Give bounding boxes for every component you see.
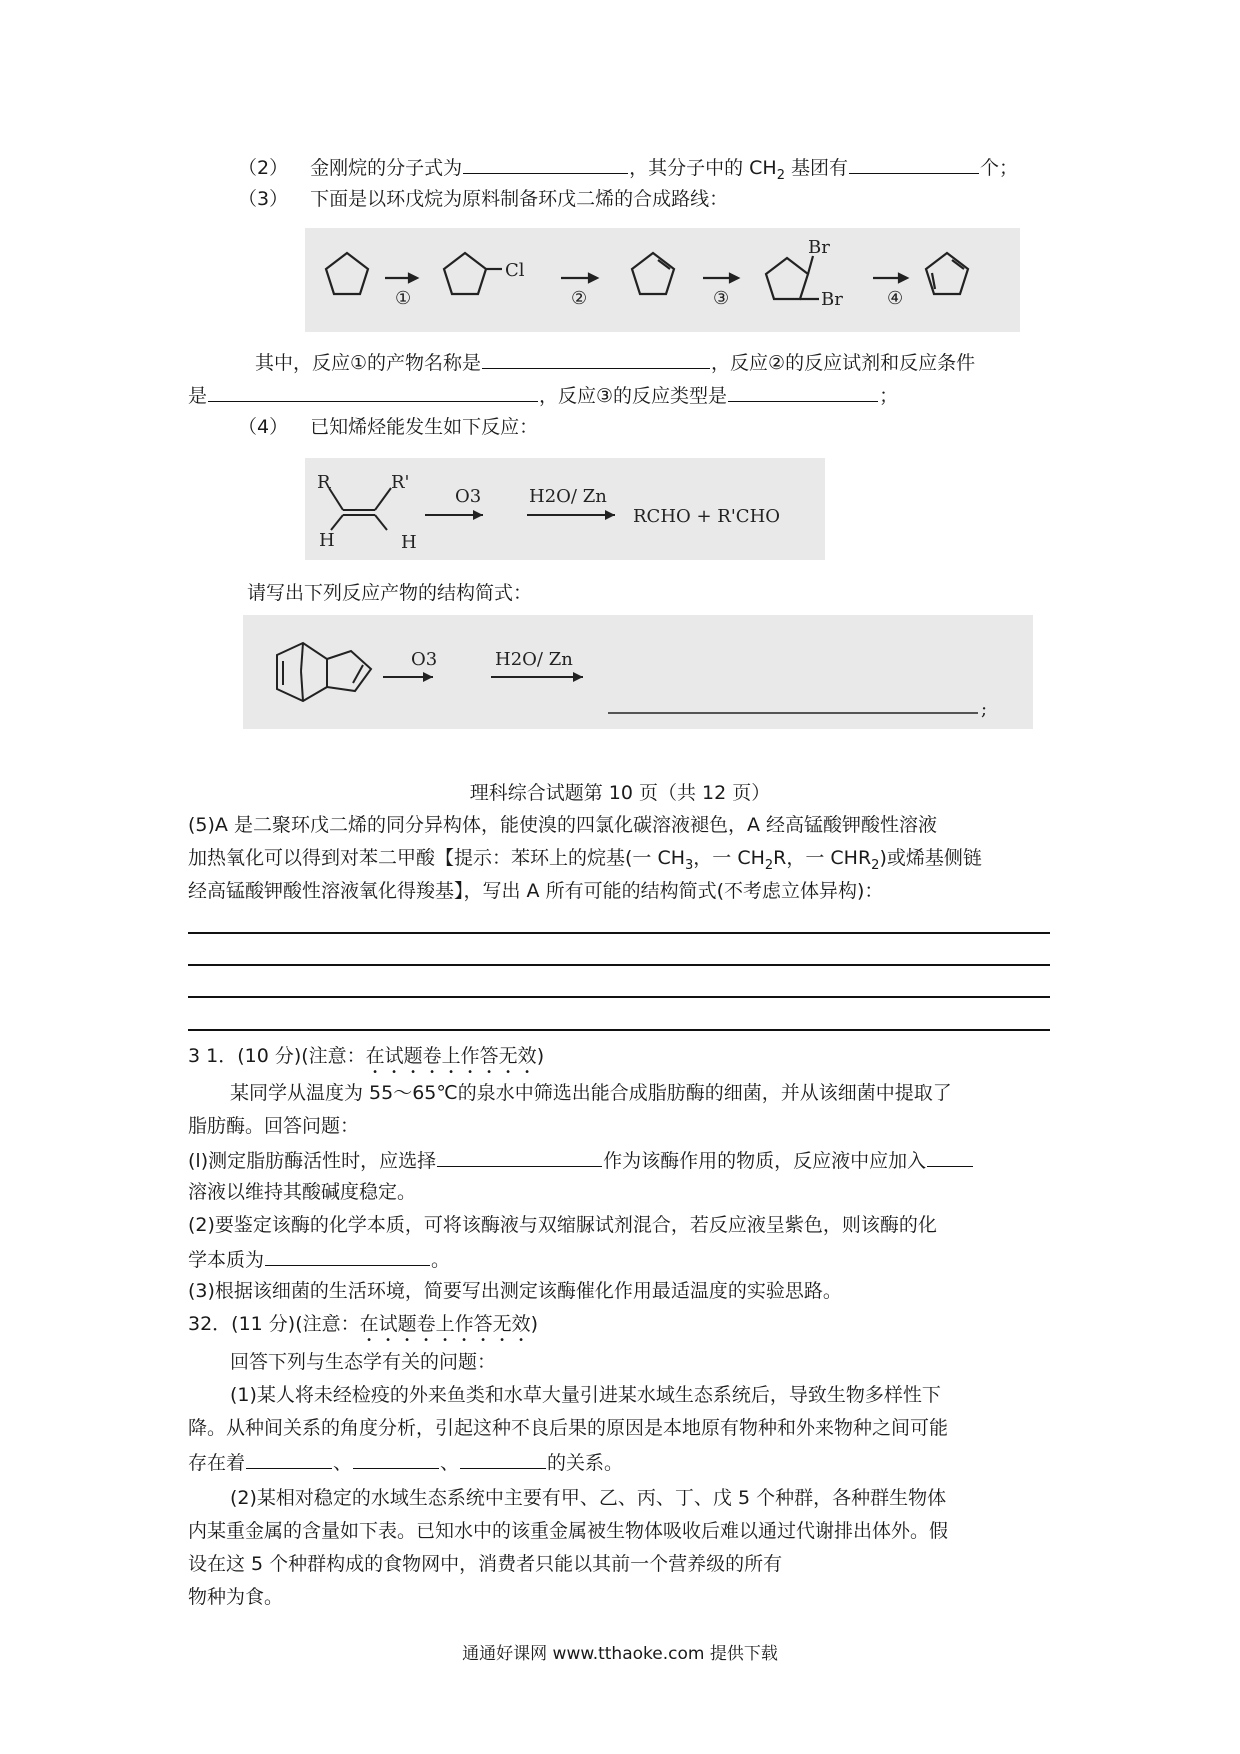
q31-part-1 — [188, 1146, 974, 1174]
q32-header-close: ) — [530, 1313, 539, 1335]
q5-sub-2b: 2 — [871, 857, 880, 873]
br-side-label: Br — [821, 289, 843, 310]
relation-blank-1[interactable] — [246, 1448, 332, 1469]
q31-header-text: 3 1．(10 分)(注意： — [188, 1045, 366, 1067]
q3-text: 下面是以环戊烷为原料制备环戊二烯的合成路线： — [310, 188, 729, 210]
q31-part-1-cont: 溶液以维持其酸碱度稳定。 — [188, 1181, 417, 1203]
q31-header-close: ) — [536, 1045, 545, 1067]
cl-label: Cl — [505, 260, 525, 281]
ozonolysis-figure — [305, 458, 825, 560]
synthesis-route-figure — [305, 228, 1020, 332]
q5-sub-3: 3 — [685, 857, 694, 873]
q5-line-2 — [188, 845, 982, 879]
q2-line — [238, 153, 1018, 189]
q3-line — [238, 186, 728, 212]
h-left-label: H — [319, 530, 335, 551]
chlorocyclopentane-ring — [444, 253, 486, 294]
q2-formula-blank[interactable] — [463, 153, 628, 174]
q32-part-2-c: 设在这 5 个种群构成的食物网中，消费者只能以其前一个营养级的所有 — [188, 1553, 783, 1575]
q3-line2-text-2: ，反应③的反应类型是 — [539, 385, 728, 407]
q32-sep-1: 、 — [333, 1452, 353, 1474]
dicyclopentadiene-ozonolysis-figure — [243, 615, 1033, 729]
q31-header — [188, 1043, 544, 1078]
q5-line2-text-4: )或烯基侧链 — [879, 847, 982, 869]
q32-intro: 回答下列与生态学有关的问题： — [230, 1351, 497, 1373]
q32-part-1-b: 降。从种间关系的角度分析，引起这种不良后果的原因是本地原有物种和外来物种之间可能 — [188, 1417, 949, 1439]
step-1-label: ① — [395, 288, 412, 309]
r-label: R — [317, 472, 331, 493]
o3-label: O3 — [455, 486, 482, 507]
o3-label-2: O3 — [411, 649, 438, 670]
q2-text-2: ，其分子中的 CH — [629, 157, 777, 179]
q4-prompt: 请写出下列反应产物的结构简式： — [247, 582, 533, 604]
h-right-label: H — [401, 532, 417, 553]
q31-part-3: (3)根据该细菌的生活环境，简要写出测定该酶催化作用最适温度的实验思路。 — [188, 1280, 842, 1302]
q4-number: （4） — [238, 416, 289, 438]
q32-part-1-a: (1)某人将未经检疫的外来鱼类和水草大量引进某水域生态系统后，导致生物多样性下 — [230, 1384, 941, 1406]
relation-blank-3[interactable] — [460, 1448, 546, 1469]
q5-line-1: (5)A 是二聚环戊二烯的同分异构体，能使溴的四氯化碳溶液褪色，A 经高锰酸钾酸性溶液 — [188, 814, 937, 836]
q32-part-2-a: (2)某相对稳定的水域生态系统中主要有甲、乙、丙、丁、戊 5 个种群，各种群生物体 — [230, 1487, 947, 1509]
answer-line-3[interactable] — [188, 996, 1050, 998]
q32-sep-2: 、 — [440, 1452, 460, 1474]
product-name-blank[interactable] — [482, 348, 710, 369]
q2-text: 金刚烷的分子式为 — [310, 157, 463, 179]
q5-sub-2a: 2 — [764, 857, 774, 873]
h2o-zn-label: H2O/ Zn — [529, 486, 607, 507]
q32-p1d-text: 的关系。 — [547, 1452, 624, 1474]
download-footer: 通通好课网 www.tthaoke.com 提供下载 — [462, 1644, 778, 1664]
q2-text-4: 个； — [980, 157, 1019, 179]
q31-part-2: (2)要鉴定该酶的化学本质，可将该酶液与双缩脲试剂混合，若反应液呈紫色，则该酶的化 — [188, 1214, 937, 1236]
q32-part-1-c — [188, 1448, 623, 1476]
relation-blank-2[interactable] — [353, 1448, 439, 1469]
step-2-label: ② — [571, 288, 588, 309]
reagent-condition-blank[interactable] — [208, 381, 538, 402]
q32-part-2-b: 内某重金属的含量如下表。已知水中的该重金属被生物体吸收后难以通过代谢排出体外。假 — [188, 1520, 949, 1542]
buffer-blank[interactable] — [927, 1146, 973, 1167]
q31-intro-2: 脂肪酶。回答问题： — [188, 1115, 360, 1137]
q4-line — [238, 414, 538, 440]
q2-subscript: 2 — [776, 167, 785, 183]
q3-line1-text: 其中，反应①的产物名称是 — [255, 352, 482, 374]
q3-line1-text-2: ，反应②的反应试剂和反应条件 — [711, 352, 976, 374]
step-3-label: ③ — [713, 288, 730, 309]
q31-part-2-cont — [188, 1245, 450, 1273]
scheme3-end: ; — [981, 699, 988, 720]
q31-header-emphasis: 在试题卷上作答无效 — [365, 1045, 537, 1067]
q31-p1-text: (l)测定脂肪酶活性时，应选择 — [188, 1150, 437, 1172]
q5-line2-text-2: ，一 CH — [693, 847, 765, 869]
q2-text-3: 基团有 — [784, 157, 849, 179]
q3-number: （3） — [238, 188, 289, 210]
q4-text: 已知烯烃能发生如下反应： — [310, 416, 539, 438]
q32-header — [188, 1311, 538, 1346]
dibromocyclopentane-ring — [766, 258, 808, 299]
page-number-label: 理科综合试题第 10 页（共 12 页） — [469, 782, 771, 804]
q31-intro-1: 某同学从温度为 55～65℃的泉水中筛选出能合成脂肪酶的细菌，并从该细菌中提取了 — [230, 1082, 952, 1104]
products-label: RCHO + R'CHO — [633, 506, 781, 527]
step-4-label: ④ — [887, 288, 904, 309]
q3-answer-line-2 — [188, 381, 898, 409]
br-top-label: Br — [808, 237, 830, 258]
q32-header-emphasis: 在试题卷上作答无效 — [359, 1313, 531, 1335]
q32-header-text: 32．(11 分)(注意： — [188, 1313, 360, 1335]
q32-part-2-d: 物种为食。 — [188, 1586, 284, 1608]
q2-number: （2） — [238, 157, 289, 179]
reaction-type-blank[interactable] — [728, 381, 878, 402]
q5-line-3: 经高锰酸钾酸性溶液氧化得羧基】，写出 A 所有可能的结构简式(不考虑立体异构)： — [188, 880, 884, 902]
q3-answer-line-1 — [255, 348, 975, 376]
q5-line2-text: 加热氧化可以得到对苯二甲酸【提示：苯环上的烷基(一 CH — [188, 847, 686, 869]
q32-p1c-text: 存在着 — [188, 1452, 246, 1474]
q31-p1-text-2: 作为该酶作用的物质，反应液中应加入 — [603, 1150, 927, 1172]
answer-line-4[interactable] — [188, 1029, 1050, 1031]
q31-p2-text: 学本质为 — [188, 1249, 265, 1271]
answer-line-1[interactable] — [188, 932, 1050, 934]
h2o-zn-label-2: H2O/ Zn — [495, 649, 573, 670]
q2-count-blank[interactable] — [849, 153, 979, 174]
q31-p2-end: 。 — [431, 1249, 451, 1271]
substrate-blank[interactable] — [437, 1146, 602, 1167]
q3-line2-text-3: ； — [879, 385, 899, 407]
answer-line-2[interactable] — [188, 964, 1050, 966]
cyclopentene-ring — [632, 253, 674, 294]
enzyme-nature-blank[interactable] — [265, 1245, 430, 1266]
cyclopentane-ring — [326, 253, 368, 294]
q5-line2-text-3: R，一 CHR — [773, 847, 872, 869]
r-prime-label: R' — [391, 472, 410, 493]
q3-line2-text: 是 — [188, 385, 208, 407]
